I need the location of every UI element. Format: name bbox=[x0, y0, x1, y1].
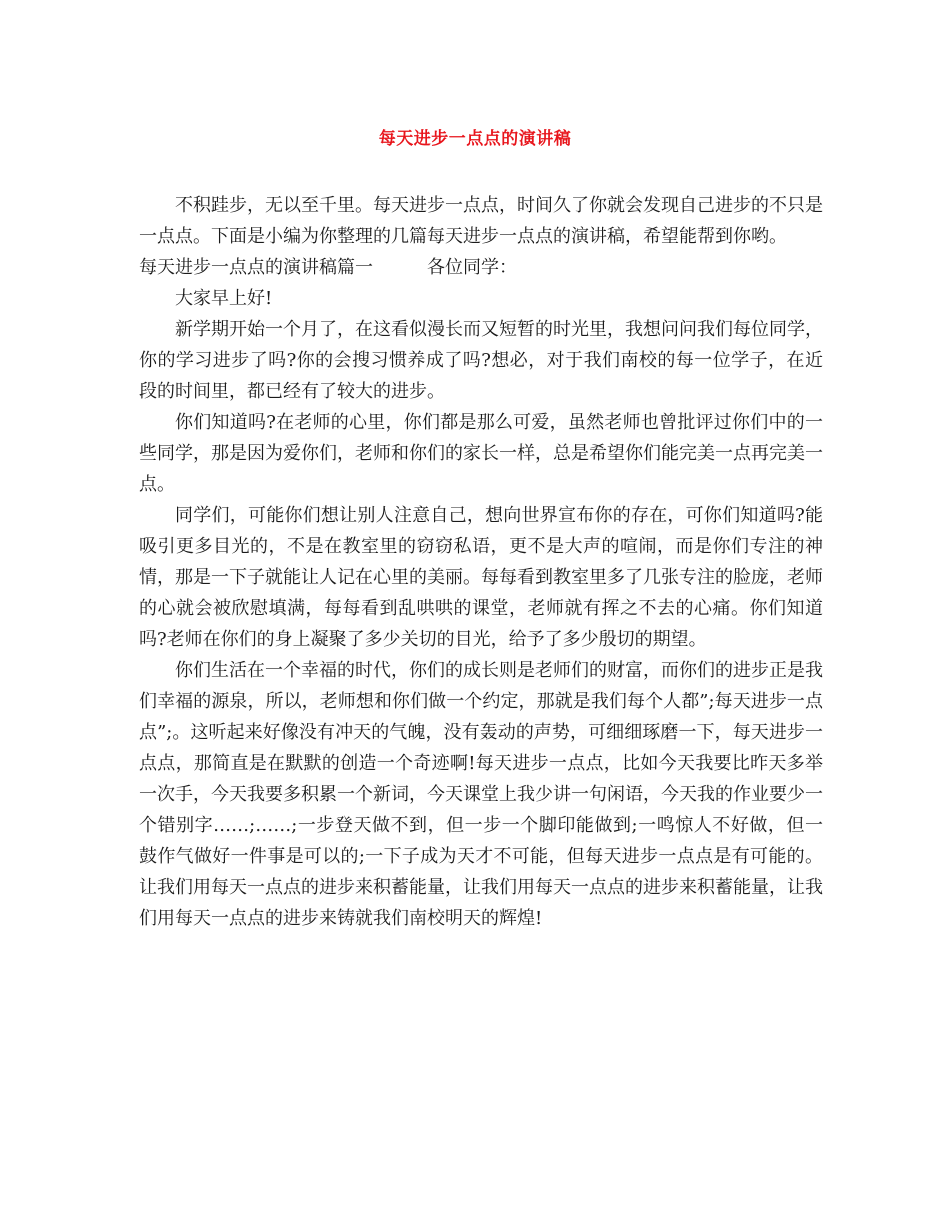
body-paragraph: 你们知道吗?在老师的心里，你们都是那么可爱，虽然老师也曾批评过你们中的一些同学，那是因为爱你们，老师和你们的家长一样，总是希望你们能完美一点再完美一点。 bbox=[139, 412, 823, 495]
body-paragraph: 新学期开始一个月了，在这看似漫长而又短暂的时光里，我想问问我们每位同学，你的学习进步了吗?你的会搜习惯养成了吗?想必，对于我们南校的每一位学子，在近段的时间里，都已经有了较大的进步。 bbox=[139, 319, 823, 402]
greeting-paragraph: 大家早上好! bbox=[175, 288, 273, 309]
salutation: 各位同学： bbox=[427, 257, 517, 278]
section-title: 每天进步一点点的演讲稿篇一 bbox=[139, 257, 373, 278]
intro-paragraph: 不积跬步，无以至千里。每天进步一点点，时间久了你就会发现自己进步的不只是一点点。下面是小编为你整理的几篇每天进步一点点的演讲稿，希望能帮到你哟。 bbox=[139, 195, 823, 247]
document-body bbox=[139, 190, 823, 934]
section-heading-line bbox=[139, 252, 823, 283]
body-paragraph: 你们生活在一个幸福的时代，你们的成长则是老师们的财富，而你们的进步正是我们幸福的源泉，所以，老师想和你们做一个约定，那就是我们每个人都”;每天进步一点点”;。这听起来好像没有冲天的气魄，没有轰动的声势，可细细琢磨一下，每天进步一点点，那简直是在默默的创造一个奇迹啊!每天进步一点点，比如今天我要比昨天多举一次手，今天我要多积累一个新词，今天课堂上我少讲一句闲语，今天我的作业要少一个错别字……;……;一步登天做不到，但一步一个脚印能做到;一鸣惊人不好做，但一鼓作气做好一件事是可以的;一下子成为天才不可能，但每天进步一点点是有可能的。让我们用每天一点点的进步来积蓄能量，让我们用每天一点点的进步来积蓄能量，让我们用每天一点点的进步来铸就我们南校明天的辉煌! bbox=[139, 660, 823, 929]
document-title: 每天进步一点点的演讲稿 bbox=[378, 129, 572, 149]
body-paragraph: 同学们，可能你们想让别人注意自己，想向世界宣布你的存在，可你们知道吗?能吸引更多目光的，不是在教室里的窃窃私语，更不是大声的喧闹，而是你们专注的神情，那是一下子就能让人记在心里的美丽。每每看到教室里多了几张专注的脸庞，老师的心就会被欣慰填满，每每看到乱哄哄的课堂，老师就有挥之不去的心痛。你们知道吗?老师在你们的身上凝聚了多少关切的目光，给予了多少殷切的期望。 bbox=[139, 505, 823, 650]
